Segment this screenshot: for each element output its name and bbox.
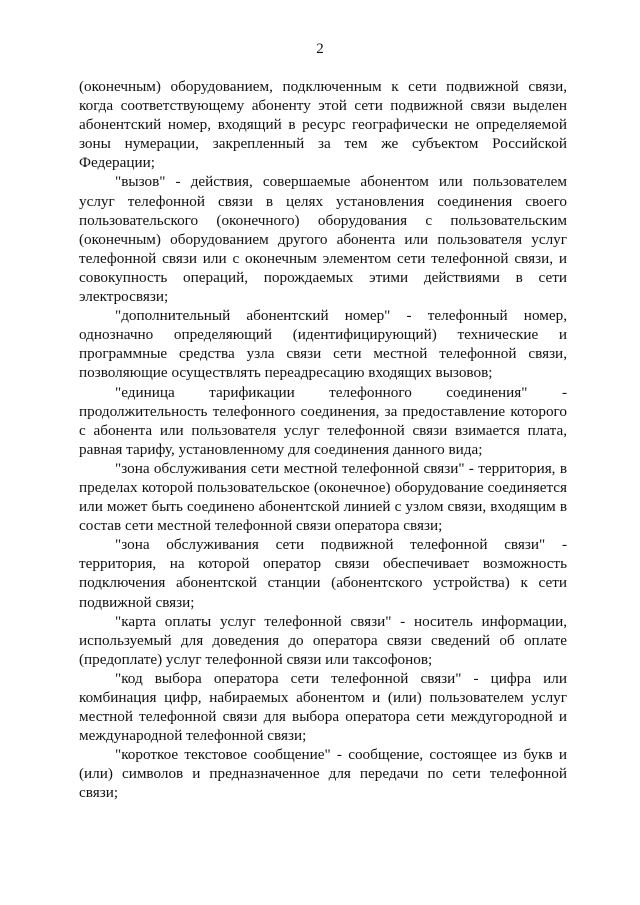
paragraph-definition-mobile-service-zone: "зона обслуживания сети подвижной телефонной связи" - территория, на которой оператор связи обеспечивает возможность подключения абонентской станции (абонентского устройства) к сети подвижной связи;: [79, 536, 567, 611]
paragraph-definition-additional-number: "дополнительный абонентский номер" - телефонный номер, однозначно определяющий (идентифицирующий) технические и программные средства узла связи сети местной телефонной связи, позволяющие осуществлять переадресацию входящих вызовов;: [79, 307, 567, 382]
paragraph-definition-local-service-zone: "зона обслуживания сети местной телефонной связи" - территория, в пределах которой пользовательское (оконечное) оборудование соединяется или может быть соединено абонентской линией с узлом связи, входящим в состав сети местной телефонной связи оператора связи;: [79, 459, 567, 535]
paragraph-definition-short-message: "короткое текстовое сообщение" - сообщение, состоящее из букв и (или) символов и предназначенное для передачи по сети телефонной связи;: [79, 746, 567, 802]
paragraph-continuation: (оконечным) оборудованием, подключенным к сети подвижной связи, когда соответствующему абоненту этой сети подвижной связи выделен абонентский номер, входящий в ресурс географически не определяемой зоны нумерации, закрепленный за тем же субъектом Российской Федерации;: [79, 78, 567, 172]
paragraph-definition-payment-card: "карта оплаты услуг телефонной связи" - носитель информации, используемый для доведения до оператора связи сведений об оплате (предоплате) услуг телефонной связи или таксофонов;: [79, 612, 567, 668]
paragraph-definition-tariff-unit: "единица тарификации телефонного соединения" - продолжительность телефонного соединения, за предоставление которого с абонента или пользователя услуг телефонной связи взимается плата, равная тарифу, установленному для соединения данного вида;: [79, 383, 567, 458]
page-number: 2: [316, 41, 324, 57]
paragraph-definition-operator-code: "код выбора оператора сети телефонной связи" - цифра или комбинация цифр, набираемых абонентом и (или) пользователем услуг местной телефонной связи для выбора оператора сети междугородной и международной телефонной связи;: [79, 669, 567, 745]
document-body: [79, 77, 567, 803]
paragraph-definition-call: "вызов" - действия, совершаемые абонентом или пользователем услуг телефонной связи в целях установления соединения своего пользовательского (оконечного) оборудования с пользовательским (оконечным) оборудованием другого абонента или пользователя услуг телефонной связи или с оконечным элементом сети телефонной связи, и совокупность операций, порождаемых этими действиями в сети электросвязи;: [79, 173, 567, 306]
